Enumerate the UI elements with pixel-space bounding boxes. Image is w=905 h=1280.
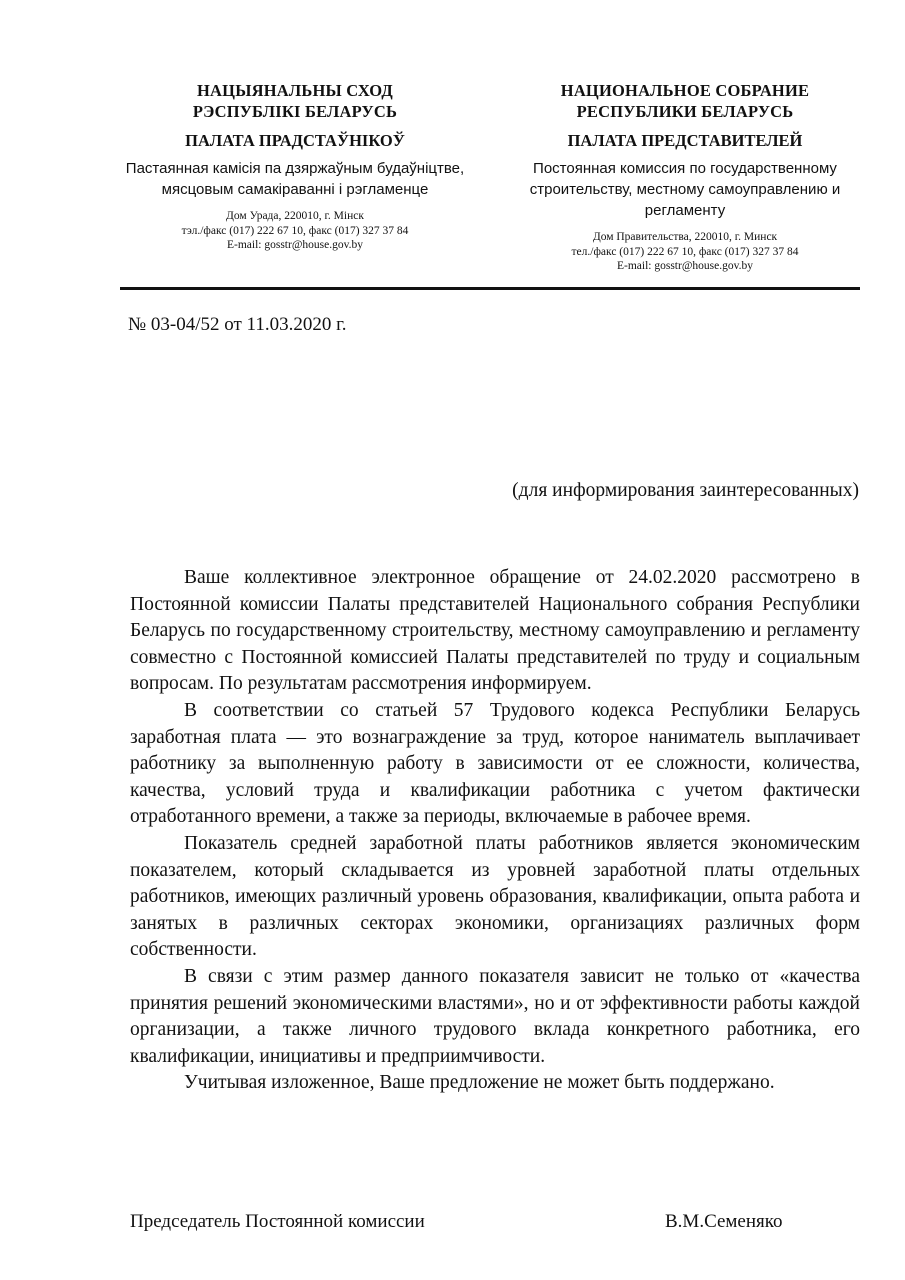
phone: тел./факс (017) 222 67 10, факс (017) 327 37 84 [571,245,799,258]
paragraph: Ваше коллективное электронное обращение от 24.02.2020 рассмотрено в Постоянной комиссии Палаты представителей Национального собрания Республики Беларусь по государственному строительству, местному самоуправлению и регламенту совместно с Постоянной комиссией Палаты представителей по труду и социальным вопросам. По результатам рассмотрения информируем. [130,567,860,695]
document-number: № 03-04/52 от 11.03.2020 г. [128,314,347,335]
address: Дом Урада, 220010, г. Мінск [226,210,364,222]
contact-block [495,230,875,274]
email: E-mail: gosstr@house.gov.by [616,260,753,272]
letterhead-belarusian [120,80,470,253]
letterhead [120,80,860,288]
letterhead-russian [495,80,875,274]
org-name-line2: РЭСПУБЛІКІ БЕЛАРУСЬ [192,102,398,121]
recipient-note: (для информирования заинтересованных) [512,480,859,501]
signatory-title: Председатель Постоянной комиссии [130,1211,425,1232]
chamber-name: ПАЛАТА ПРЕДСТАВИТЕЛЕЙ [567,131,803,150]
paragraph: В связи с этим размер данного показателя зависит не только от «качества принятия решений экономическими властями», но и от эффективности работы каждой организации, а также личного трудового вклада конкретного работника, его квалификации, инициативы и предприимчивости. [130,965,860,1067]
email: E-mail: gosstr@house.gov.by [226,239,363,251]
paragraph: Показатель средней заработной платы работников является экономическим показателем, который складывается из уровней заработной платы отдельных работников, имеющих различный уровень образования, квалификации, опыта работа и занятых в различных секторах экономики, организациях различных форм собственности. [130,832,860,961]
org-name-line1: НАЦИОНАЛЬНОЕ СОБРАНИЕ [560,81,810,100]
paragraph: Учитывая изложенное, Ваше предложение не может быть поддержано. [184,1072,775,1094]
chamber-name: ПАЛАТА ПРАДСТАЎНІКОЎ [185,131,405,150]
org-name-line2: РЕСПУБЛИКИ БЕЛАРУСЬ [576,102,794,121]
header-divider [120,287,860,290]
commission-name: Постоянная комиссия по государственному строительству, местному самоуправлению и регламенту [529,160,841,219]
contact-block [120,209,470,253]
address: Дом Правительства, 220010, г. Минск [592,231,778,243]
letter-body [130,565,860,1097]
signatory-name: В.М.Семеняко [665,1211,783,1232]
org-name-line1: НАЦЫЯНАЛЬНЫ СХОД [197,81,393,100]
paragraph: В соответствии со статьей 57 Трудового кодекса Республики Беларусь заработная плата — это вознаграждение за труд, которое наниматель выплачивает работнику за выполненную работу в зависимости от ее сложности, количества, качества, условий труда и квалификации работника с учетом фактически отработанного времени, а также за периоды, включаемые в рабочее время. [130,699,860,828]
phone: тэл./факс (017) 222 67 10, факс (017) 327 37 84 [181,224,409,237]
commission-name: Пастаянная камісія па дзяржаўным будаўніцтве, мясцовым самакіраванні і рэгламенце [125,160,465,198]
